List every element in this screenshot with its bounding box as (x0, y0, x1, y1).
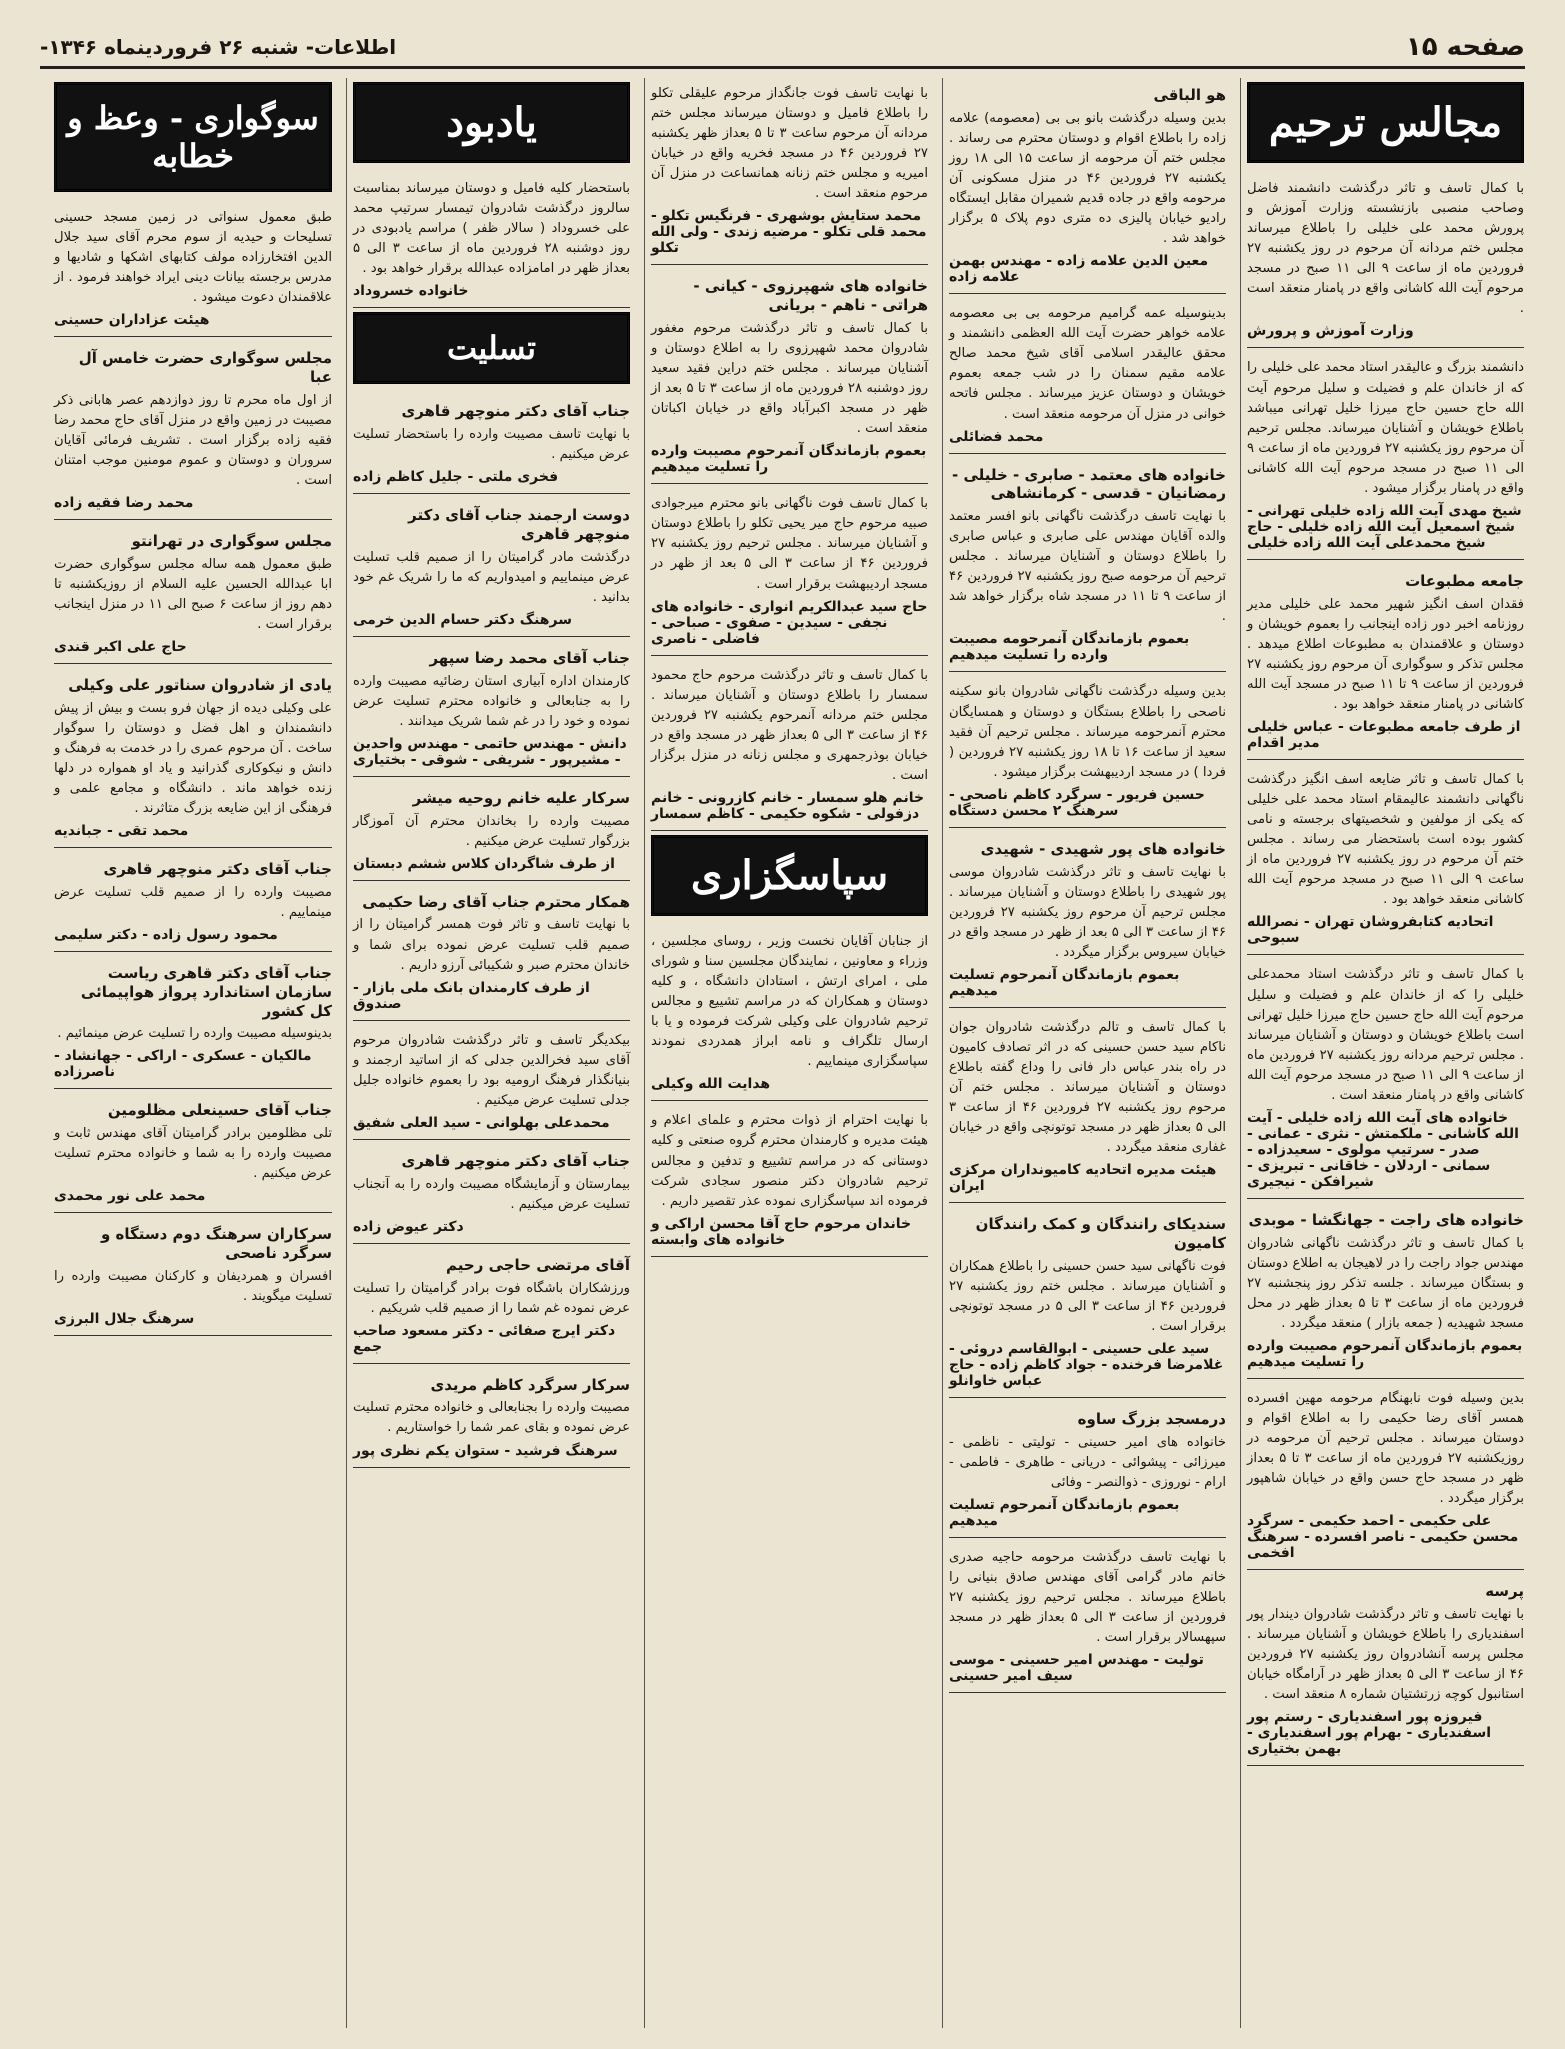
notice (1247, 173, 1524, 348)
thanks-text: با نهایت احترام از ذوات محترم و علمای اعلام و هیئت مدیره و کارمندان محترم گروه صنعتی و کلیه دوستانی که در مراسم تشییع و تدفین و مجالس ترحیم شادروان دکتر منصور سجادی شرکت فرموده اند سپاسگزاری نموده عذر تقصیر داریم . (651, 1113, 928, 1209)
section-banner-yadbood: یادبود (353, 82, 630, 163)
notice-signature: مالکیان - عسکری - اراکی - جهانشاد - ناصرزاده (54, 1048, 312, 1081)
notice (54, 852, 332, 952)
column-1 (1240, 78, 1530, 2028)
notice-title: جناب آقای دکتر منوچهر قاهری (401, 402, 630, 421)
column-2 (942, 78, 1232, 2028)
notice-signature: بعموم بازماندگان آنمرحومه مصیبت وارده را تسلیت میدهیم (949, 631, 1190, 664)
notice-text: خانواده های امیر حسینی - تولیتی - ناظمی - میرزائی - پیشوائی - دریانی - طاهری - فاطمی - ارام - نوروزی - ذوالنصر - وفائی (949, 1434, 1226, 1490)
notice-text: با نهایت تاسف فوت جانگداز مرحوم علیقلی تکلو را باطلاع فامیل و دوستان میرساند مجلس ختم مردانه آن مرحوم ساعت ۳ تا ۵ بعداز ظهر یکشنبه ۲۷ فروردین ۴۶ در مسجد فخریه واقع در خیابان امیریه و مجلس ختم زنانه همانساعت در منزل آن مرحوم منعقد است . (651, 86, 928, 202)
notice-title: همکار محترم جناب آقای رضا حکیمی (362, 892, 630, 911)
notice-text: علی وکیلی دیده از جهان فرو بست و بیش از پیش دانشمندان و اهل فضل و دوستان را سوگوار ساخت . آن مرحوم عمری را در خدمت به فرهنگ و دانش و نیکوکاری گذرانید و یاد او همواره در دلها زنده خواهد ماند . دانشگاه و مجامع علمی و فرهنگی از این ضایعه بزرگ متاثرند . (54, 700, 332, 817)
notice-text: با نهایت تاسف درگذشت ناگهانی بانو افسر معتمد والده آقایان مهندس علی صابری و عباس صابری را باطلاع دوستان و آشنایان میرساند . مجلس ترحیم آن مرحومه صبح روز یکشنبه ۲۷ فروردین ۴۶ از ساعت ۹ تا ۱۱ در مسجد شاه برگزار خواهد شد . (949, 509, 1226, 625)
notice-signature: خانم هلو سمسار - خانم کازرونی - خانم دزفولی - شکوه حکیمی - کاظم سمسار (651, 789, 925, 822)
notice-signature: محمد رضا فقیه زاده (54, 495, 194, 512)
notice-signature: محمود رسول زاده - دکتر سلیمی (54, 927, 278, 944)
notice-title: سرکار علیه خانم روحیه میشر (412, 788, 630, 807)
notice-text: با نهایت تاسف و تاثر فوت همسر گرامیتان را از صمیم قلب تسلیت عرض نموده برای شما و خاندان محترم صبر و شکیبائی آرزو داریم . (353, 917, 630, 973)
notice (353, 1144, 630, 1244)
notice-signature: هیئت مدیره اتحادیه کامیونداران مرکزی ایران (949, 1162, 1217, 1195)
notice-text: دانشمند بزرگ و عالیقدر استاد محمد علی خلیلی را که از خاندان علم و فضیلت و سلیل مرحوم آیت الله حاج حسین حاج میرزا خلیل تهرانی میباشد باطلاع خویشان و آشنایان میرساند. مجلس ترحیم آن مرحوم روز یکشنبه ۲۷ فروردین ماه از ساعت ۹ الی ۱۱ صبح در مسجد مرحوم آیت الله کاشانی واقع در پامنار برگزار میشود . (1247, 360, 1524, 496)
notice-signature: بعموم بازماندگان آنمرحوم مصیبت وارده را تسلیت میدهیم (651, 443, 927, 476)
notice-title: خانواده های معتمد - صابری - خلیلی - رمضانیان - قدسی - کرمانشاهی (952, 465, 1226, 503)
notice-title: خانواده های پور شهیدی - شهیدی (980, 839, 1226, 858)
notice-signature: بعموم بازماندگان آنمرحوم مصیبت وارده را تسلیت میدهیم (1247, 1337, 1523, 1370)
notice (949, 676, 1226, 827)
notice (54, 668, 332, 848)
notice-text: بدین وسیله درگذشت ناگهانی شادروان بانو سکینه ناصحی را باطلاع بستگان و دوستان و همسایگان محترم آنمرحومه میرساند . مجلس ترحیم آن فقید سعید از ساعت ۱۶ تا ۱۸ روز یکشنبه ۲۷ فروردین ( فردا ) در مسجد اردیبهشت برگزار میشود . (949, 684, 1226, 780)
notice-title: سندیکای رانندگان و کمک رانندگان کامیون (975, 1215, 1226, 1252)
notice (1247, 764, 1524, 955)
notice-title: درمسجد بزرگ ساوه (1077, 1410, 1226, 1428)
notice-title: جناب آقای محمد رضا سپهر (429, 648, 630, 667)
notice (54, 202, 332, 337)
notice (651, 488, 928, 655)
notice-signature: وزارت آموزش و پرورش (1247, 323, 1414, 340)
section-banner-soogvari: سوگواری - وعظ و خطابه (54, 82, 332, 192)
notice-text: مصیبت وارده را از صمیم قلب تسلیت عرض مینماییم . (54, 885, 332, 921)
notice (54, 524, 332, 664)
notice-text: طبق معمول سنواتی در زمین مسجد حسینی تسلیحات و حیدیه از سوم محرم آقای سید جلال الدین افتخارزاده مولف کتابهای اشکها و شادیها و مدرس برجسته بیانات دینی ایراد خواهند فرمود . از علاقمندان دعوت میشود . (54, 210, 332, 306)
notice (1247, 564, 1524, 760)
notice-signature: دکتر عیوض زاده (353, 1218, 464, 1235)
notice (651, 269, 928, 484)
notice-signature: محمد تقی - جبانديه (54, 823, 189, 840)
notice-text: مصیبت وارده را بخاندان محترم آن آموزگار بزرگوار تسلیت عرض میکنیم . (353, 813, 630, 849)
notice-text: با کمال تاسف و تاثر درگذشت مرحوم حاج محمود سمسار را باطلاع دوستان و آشنایان میرساند . مجلس ختم مردانه آنمرحوم یکشنبه ۲۷ فروردین ۴۶ از ساعت ۳ الی ۵ بعداز ظهر در مسجد واقع در خیابان بوذرجمهری و مجلس زنانه در منزل برگزار است . (651, 667, 928, 783)
notice (353, 173, 630, 308)
notice-text: کارمندان اداره آبیاری استان رضائیه مصیبت وارده را به جنابعالی و خانواده محترم تسلیت عرض نموده و خود را در غم شما شریک میدانند . (353, 673, 630, 729)
notice-title: هو الباقی (1153, 86, 1226, 104)
notice-title: خانواده های راجت - جهانگشا - موبدی (1248, 1210, 1524, 1229)
notice-title: مجلس سوگواری حضرت خامس آل عبا (78, 349, 332, 387)
notice-signature: فخری ملتی - جلیل کاظم زاده (353, 469, 559, 486)
thanks-signature: هدایت الله وکیلی (651, 1076, 771, 1093)
notice-title: مجلس سوگواری در تهرانتو (131, 532, 332, 551)
notice-signature: دانش - مهندس حاتمی - مهندس واحدین - مشیرپور - شریفی - شوقی - بختیاری (353, 735, 627, 768)
notice-text: طبق معمول همه ساله مجلس سوگواری حضرت ابا عبدالله الحسین علیه السلام از روزیکشنبه تا دهم روز از ساعت ۶ صبح الی ۱۱ در منزل اینجانب برقرار است . (54, 556, 332, 633)
notice-text: با کمال تاسف و تالم درگذشت شادروان جوان ناکام سید حسن حسینی که در اثر تصادف کامیون در راه بندر عباس دار فانی را وداع گفته باطلاع دوستان و آشنایان میرساند . مجلس ختم آن مرحوم روز یکشنبه ۲۷ فروردین ۴۶ از ساعت ۳ الی ۵ بعداز ظهر در مسجد توتونچی واقع در خیابان غفاری منعقد میگردد . (949, 1019, 1226, 1156)
notice-signature: حاج علی اکبر قندی (54, 639, 187, 656)
notice-title: سرکار سرگرد کاظم مریدی (430, 1375, 630, 1394)
notice (1247, 959, 1524, 1198)
section-banner-tasliat: تسلیت (353, 312, 630, 384)
notice-title: جناب آقای دکتر منوچهر قاهری (103, 860, 332, 879)
page-header (40, 28, 1525, 69)
notice-text: تلی مظلومین برادر گرامیتان آقای مهندس ثابت و مصیبت وارده را به شما و خانواده محترم تسلیت عرض میکنیم . (54, 1126, 332, 1182)
notice-text: فقدان اسف انگیز شهیر محمد علی خلیلی مدیر روزنامه اخبر دور زاده اینجانب را بعموم خویشان و دوستان و علاقمندان به مطبوعات اطلاع میدهد . مجلس تذکر و سوگواری آن مرحوم روز یکشنبه ۲۷ فروردین از ساعت ۹ تا ۱۱ صبح در مسجد آیت الله کاشانی در پامنار منعقد خواهد بود . (1247, 596, 1524, 712)
notice-signature: از طرف جامعه مطبوعات - عباس خلیلی مدیر اقدام (1247, 719, 1521, 751)
notice-title: پرسه (1485, 1582, 1524, 1601)
notice (353, 1368, 630, 1468)
notice-text: درگذشت مادر گرامیتان را از صمیم قلب تسلیت عرض مینماییم و امیدواریم که ما را شریک غم خود بدانید . (353, 549, 630, 605)
notice-signature: حاج سید عبدالکریم انواری - خانواده های نجفی - سیدین - صفوی - صباحی - فاضلی - ناصری (651, 598, 928, 647)
column-3 (644, 78, 934, 2028)
notice-signature: محمد ستایش بوشهری - فرنگیس تکلو - محمد قلی تکلو - مرضیه زندی - ولی الله تکلو (651, 208, 927, 257)
columns (40, 78, 1530, 2028)
notice-text: با کمال تاسف و تاثر درگذشت استاد محمدعلی خلیلی را که از خاندان علم و فضیلت و سلیل مرحوم آیت الله حاج حسین حاج میرزا خلیل تهرانی است باطلاع خویشان و دوستان و آشنایان میرساند . مجلس ترحیم مردانه روز یکشنبه ۲۷ فروردین ماه از ساعت ۹ الی ۱۱ صبح در مسجد مرحوم آیت الله کاشانی واقع در پامنار منعقد است . (1247, 967, 1525, 1103)
section-banner-sepasgozari: سپاسگزاری (651, 835, 928, 916)
thanks-text: از جنابان آقایان نخست وزیر ، روسای مجلسین ، وزراء و معاونین ، نمایندگان مجلسین سنا و شورای ملی ، امرای ارتش ، استادان دانشگاه ، و کلیه دوستان و همکاران که در مراسم تشییع و مجالس ترحیم شادروان علی وکیلی شرکت فرموده و یا با ارسال تلگراف و نامه ابراز همدردی نمودند سپاسگزاری مینماییم . (651, 933, 928, 1070)
notice-signature: معین الدین علامه زاده - مهندس بهمن علامه زاده (949, 253, 1209, 286)
notice (353, 885, 630, 1021)
notice-signature: اتحادیه کتابفروشان تهران - نصرالله سبوحی (1247, 914, 1494, 947)
thanks-notice (651, 926, 928, 1101)
notice (353, 394, 630, 494)
notice (353, 1025, 630, 1140)
notice-text: از اول ماه محرم تا روز دوازدهم عصر هابانی ذکر مصیبت در زمین واقع در منزل آقای حاج محمد رضا فقیه زاده برگزار است . تشریف فرمائی آقایان سروران و دوستان و عموم مومنین موجب امتنان است . (54, 392, 332, 489)
notice-signature: از طرف شاگردان کلاس ششم دبستان (353, 855, 615, 872)
notice-text: بدینوسیله مصیبت وارده را تسلیت عرض مینمائیم . (57, 1026, 332, 1042)
notice-text: بیکدیگر تاسف و تاثر درگذشت شادروان مرحوم آقای سید فخرالدین جدلی که از اساتید ارجمند و بنیانگذار فرهنگ ارومیه بود را بعموم خانواده جلیل جدلی تسلیت عرض میکنیم . (353, 1032, 630, 1108)
notice-text: با کمال تاسف و تاثر درگذشت دانشمند فاضل وصاحب منصبی بازنشسته وزارت آموزش و پرورش محمد علی خلیلی را باطلاع میرساند مجلس ختم مردانه آن مرحوم در روز یکشنبه ۲۷ فروردین ماه از ساعت ۹ الی ۱۱ صبح در مسجد مرحوم آیت الله کاشانی واقع در پامنار منعقد است . (1247, 181, 1525, 317)
notice (949, 1542, 1226, 1693)
notice (949, 1012, 1226, 1203)
thanks-signature: خاندان مرحوم حاج آقا محسن اراکی و خانواده های وابسته (651, 1215, 912, 1248)
notice-title: خانواده های شهپرزوی - کیانی - هراتی - ناهم - بریانی (693, 277, 928, 315)
notice (651, 660, 928, 831)
notice-signature: هیئت عزاداران حسینی (54, 312, 210, 329)
notice-text: با نهایت تاسف درگذشت مرحومه حاجیه صدری خانم مادر گرامی آقای مهندس صادق بنیانی را باطلاع میرساند . مجلس ترحیم روز یکشنبه ۲۷ فروردین از ساعت ۳ الی ۵ بعداز ظهر در مسجد سپهسالار برقرار است . (949, 1549, 1226, 1646)
notice-signature: فیروزه پور اسفندیاری - رستم پور اسفندیاری - بهرام پور اسفندیاری - بهمن بختیاری (1247, 1709, 1492, 1758)
notice-text: مصیبت وارده را بجنابعالی و خانواده محترم تسلیت عرض نموده و بقای عمر شما را خواستاریم . (353, 1400, 630, 1436)
notice-signature: خانواده های آیت الله زاده خلیلی - آیت الله کاشانی - ملکمتش - نثری - عمانی - صدر - سرتیپ مولوی - سعیدزاده - سمانی - اردلان - خاقانی - تبریزی - شیرافکن - نیجیری (1247, 1109, 1519, 1190)
notice-text: با کمال تاسف فوت ناگهانی بانو محترم میرجوادی صبیه مرحوم حاج میر یحیی تکلو را باطلاع دوستان و آشنایان میرساند . مجلس ترحیم روز یکشنبه ۲۷ فروردین ۴۶ از ساعت ۳ الی ۵ بعد از ظهر در مسجد اردیبهشت برقرار است . (651, 496, 928, 592)
notice (353, 781, 630, 881)
notice (1247, 1574, 1524, 1766)
notice (949, 78, 1226, 294)
notice-text: فوت ناگهانی سید حسن حسینی را باطلاع همکاران و آشنایان میرساند . مجلس ختم روز یکشنبه ۲۷ فروردین ۴۶ از ساعت ۳ الی ۵ در مسجد توتونچی برقرار است . (949, 1258, 1227, 1334)
notice (54, 956, 332, 1089)
notice (949, 1207, 1226, 1398)
notice-title: آقای مرتضی حاجی رحیم (446, 1255, 630, 1274)
notice (949, 458, 1226, 673)
notice-title: سرکاران سرهنگ دوم دستگاه و سرگرد ناصحی (101, 1225, 332, 1263)
column-4 (346, 78, 636, 2028)
notice-title: دوست ارجمند جناب آقای دکتر منوچهر قاهری (408, 506, 630, 543)
notice (949, 832, 1226, 1008)
notice-signature: سرهنگ دکتر حسام الدین خرمی (353, 611, 572, 628)
notice-title: جناب آقای حسینعلی مظلومین (107, 1101, 332, 1120)
notice (651, 78, 928, 265)
notice-text: باستحضار کلیه فامیل و دوستان میرساند بمناسبت سالروز درگذشت شادروان تیمسار سرتیپ محمد علی خسروداد ( سالار ظفر ) مراسم یادبودی در روز دوشنبه ۲۸ فروردین ماه از ساعت ۳ الی ۵ بعداز ظهر در امامزاده عبدالله برقرار خواهد بود . (353, 181, 631, 277)
notice (353, 641, 630, 777)
notice-signature: سرهنگ فرشید - ستوان یکم نظری پور (353, 1442, 618, 1459)
notice-title: جناب آقای دکتر منوچهر قاهری (401, 1151, 630, 1170)
notice-signature: شیخ مهدی آیت الله زاده خلیلی تهرانی - شیخ اسمعیل آیت الله زاده خلیلی - حاج شیخ محمدعلی آیت الله زاده خلیلی (1247, 502, 1522, 551)
notice-title: جناب آقای دکتر قاهری ریاست سازمان استاندارد پرواز هواپیمائی کل کشور (80, 964, 332, 1020)
notice-text: با کمال تاسف و تاثر درگذشت مرحوم مغفور شادروان محمد شهپرزوی را به اطلاع دوستان و آشنایان میرساند . مجلس ختم دراین فقید سعید روز دوشنبه ۲۸ فروردین ماه از ساعت ۳ تا ۵ بعد از ظهر در مسجد اکبرآباد واقع در خیابان اکباتان منعقد است . (651, 320, 928, 437)
notice-signature: بعموم بازماندگان آنمرحوم تسلیت میدهیم (949, 1496, 1180, 1529)
notice (949, 298, 1226, 453)
notice-signature: بعموم بازماندگان آنمرحوم تسلیت میدهیم (949, 966, 1180, 999)
notice-text: بیمارستان و آزمایشگاه مصیبت وارده را به آنجناب تسلیت عرض میکنیم . (353, 1176, 630, 1212)
page-number: صفحه ۱۵ (1405, 32, 1525, 62)
section-banner-majales-tarhim: مجالس ترحیم (1247, 82, 1524, 163)
publication-dateline: اطلاعات- شنبه ۲۶ فروردینماه ۱۳۴۶- (40, 35, 397, 59)
notice-signature: تولیت - مهندس امیر حسینی - موسی سیف امیر حسینی (949, 1652, 1204, 1685)
notice-text: با نهایت تاسف مصیبت وارده را باستحضار تسلیت عرض میکنیم . (353, 427, 630, 463)
notice-text: بدین وسیله فوت نابهنگام مرحومه مهین افسرده همسر آقای رضا حکیمی را به اطلاع اقوام و دوستان میرساند . مجلس ترحیم آن مرحومه در روزیکشنبه ۲۷ فروردین ماه از ساعت ۳ تا ۵ بعداز ظهر در مسجد حاج حسن واقع در خیابان شاهپور برگزار میگردد . (1247, 1390, 1524, 1507)
notice (54, 1093, 332, 1213)
notice (353, 498, 630, 637)
notice (353, 1248, 630, 1364)
notice-text: با نهایت تاسف و تاثر درگذشت شادروان دیندار پور اسفندیاری را باطلاع خویشان و آشنایان میرساند . مجلس پرسه آنشادروان روز یکشنبه ۲۷ فروردین ۴۶ از ساعت ۳ الی ۵ بعداز ظهر در آرامگاه خیابان استانبول کوچه زرتشتیان شماره ۸ منعقد است . (1247, 1607, 1525, 1703)
notice (54, 1217, 332, 1336)
notice-text: افسران و همردیفان و کارکنان مصیبت وارده را تسلیت میگویند . (54, 1268, 332, 1304)
column-5 (48, 78, 338, 2028)
notice-signature: محمد علی نور محمدی (54, 1188, 206, 1205)
notice-text: بدین وسیله درگذشت بانو بی بی (معصومه) علامه زاده را باطلاع اقوام و دوستان محترم می رساند . مجلس ختم آن مرحومه از ساعت ۱۵ الی ۱۸ روز یکشنبه ۲۷ فروردین ۴۶ در منزل مسکونی آن مرحومه واقع در جاده قدیم شمیران مقابل ایستگاه رادیو خیابان پالیزی ده متری دوم پلاک ۵ برگزار خواهد شد . (949, 110, 1226, 247)
notice-signature: دکتر ایرج صفائی - دکتر مسعود صاحب جمع (353, 1322, 616, 1355)
notice (1247, 1383, 1524, 1570)
notice (1247, 352, 1524, 559)
notice (1247, 1203, 1524, 1379)
notice-text: با کمال تاسف و تاثر ضایعه اسف انگیز درگذشت ناگهانی دانشمند عالیمقام استاد محمد علی خلیلی که یکی از مولفین و شخصیتهای برجسته و نامی کشور بوده است باستحضار می رساند . مجلس ختم آن مرحوم در روز یکشنبه ۲۷ فروردین ماه از ساعت ۹ الی ۱۱ صبح در مسجد مرحوم آیت الله کاشانی منعقد خواهد بود . (1247, 772, 1525, 908)
notice-signature: محمدعلی بهلوانی - سید العلی شفیق (353, 1114, 610, 1131)
notice-signature: از طرف کارمندان بانک ملی بازار - صندوق (353, 979, 590, 1012)
notice-title: جامعه مطبوعات (1405, 571, 1524, 590)
notice-text: با نهایت تاسف و تاثر درگذشت شادروان موسی پور شهیدی را باطلاع دوستان و آشنایان میرساند . مجلس ترحیم آن مرحوم روز یکشنبه ۲۷ فروردین ۴۶ از ساعت ۳ الی ۵ بعد از ظهر در مسجد واقع در خیابان سیروس برگزار میگردد . (949, 864, 1227, 960)
notice-text: با کمال تاسف و تاثر درگذشت ناگهانی شادروان مهندس جواد راجت را در لاهیجان به اطلاع دوستان و بستگان میرساند . جلسه تذکر روز پنجشنبه ۲۷ فروردین ماه از ساعت ۳ تا ۵ بعداز ظهر در محل مسجد شهیدیه ( جمعه بازار ) منعقد میگردد . (1247, 1235, 1525, 1331)
notice (54, 341, 332, 520)
notice-signature: سید علی حسینی - ابوالقاسم دروئی - غلامرضا فرخنده - جواد کاظم زاده - حاج عباس خاوانلو (949, 1341, 1224, 1389)
notice-signature: علی حکیمی - احمد حکیمی - سرگرد محسن حکیمی - ناصر افسرده - سرهنگ افخمی (1247, 1513, 1519, 1562)
thanks-notice (651, 1105, 928, 1256)
notice-signature: خانواده خسروداد (353, 283, 469, 300)
notice (949, 1402, 1226, 1538)
notice-signature: محمد فضائلی (949, 428, 1044, 445)
notice-text: بدینوسیله عمه گرامیم مرحومه بی بی معصومه علامه خواهر حضرت آیت الله العظمی دانشمند و محقق عالیقدر اسلامی آقای شیخ محمد صالح علامه مقیم سمنان را در شب جمعه بعموم خویشان و دوستان عزیز میرساند . مجلس فاتحه خوانی در منزل آن مرحومه منعقد است . (949, 306, 1226, 422)
notice-text: ورزشکاران باشگاه فوت برادر گرامیتان را تسلیت عرض نموده غم شما را از صمیم قلب شریکیم . (353, 1280, 630, 1316)
notice-signature: حسین فریور - سرگرد کاظم ناصحی - سرهنگ ۲ محسن دستگاه (949, 786, 1205, 819)
notice-title: یادی از شادروان سناتور علی وکیلی (68, 676, 332, 695)
notice-signature: سرهنگ جلال البرزی (54, 1311, 195, 1327)
